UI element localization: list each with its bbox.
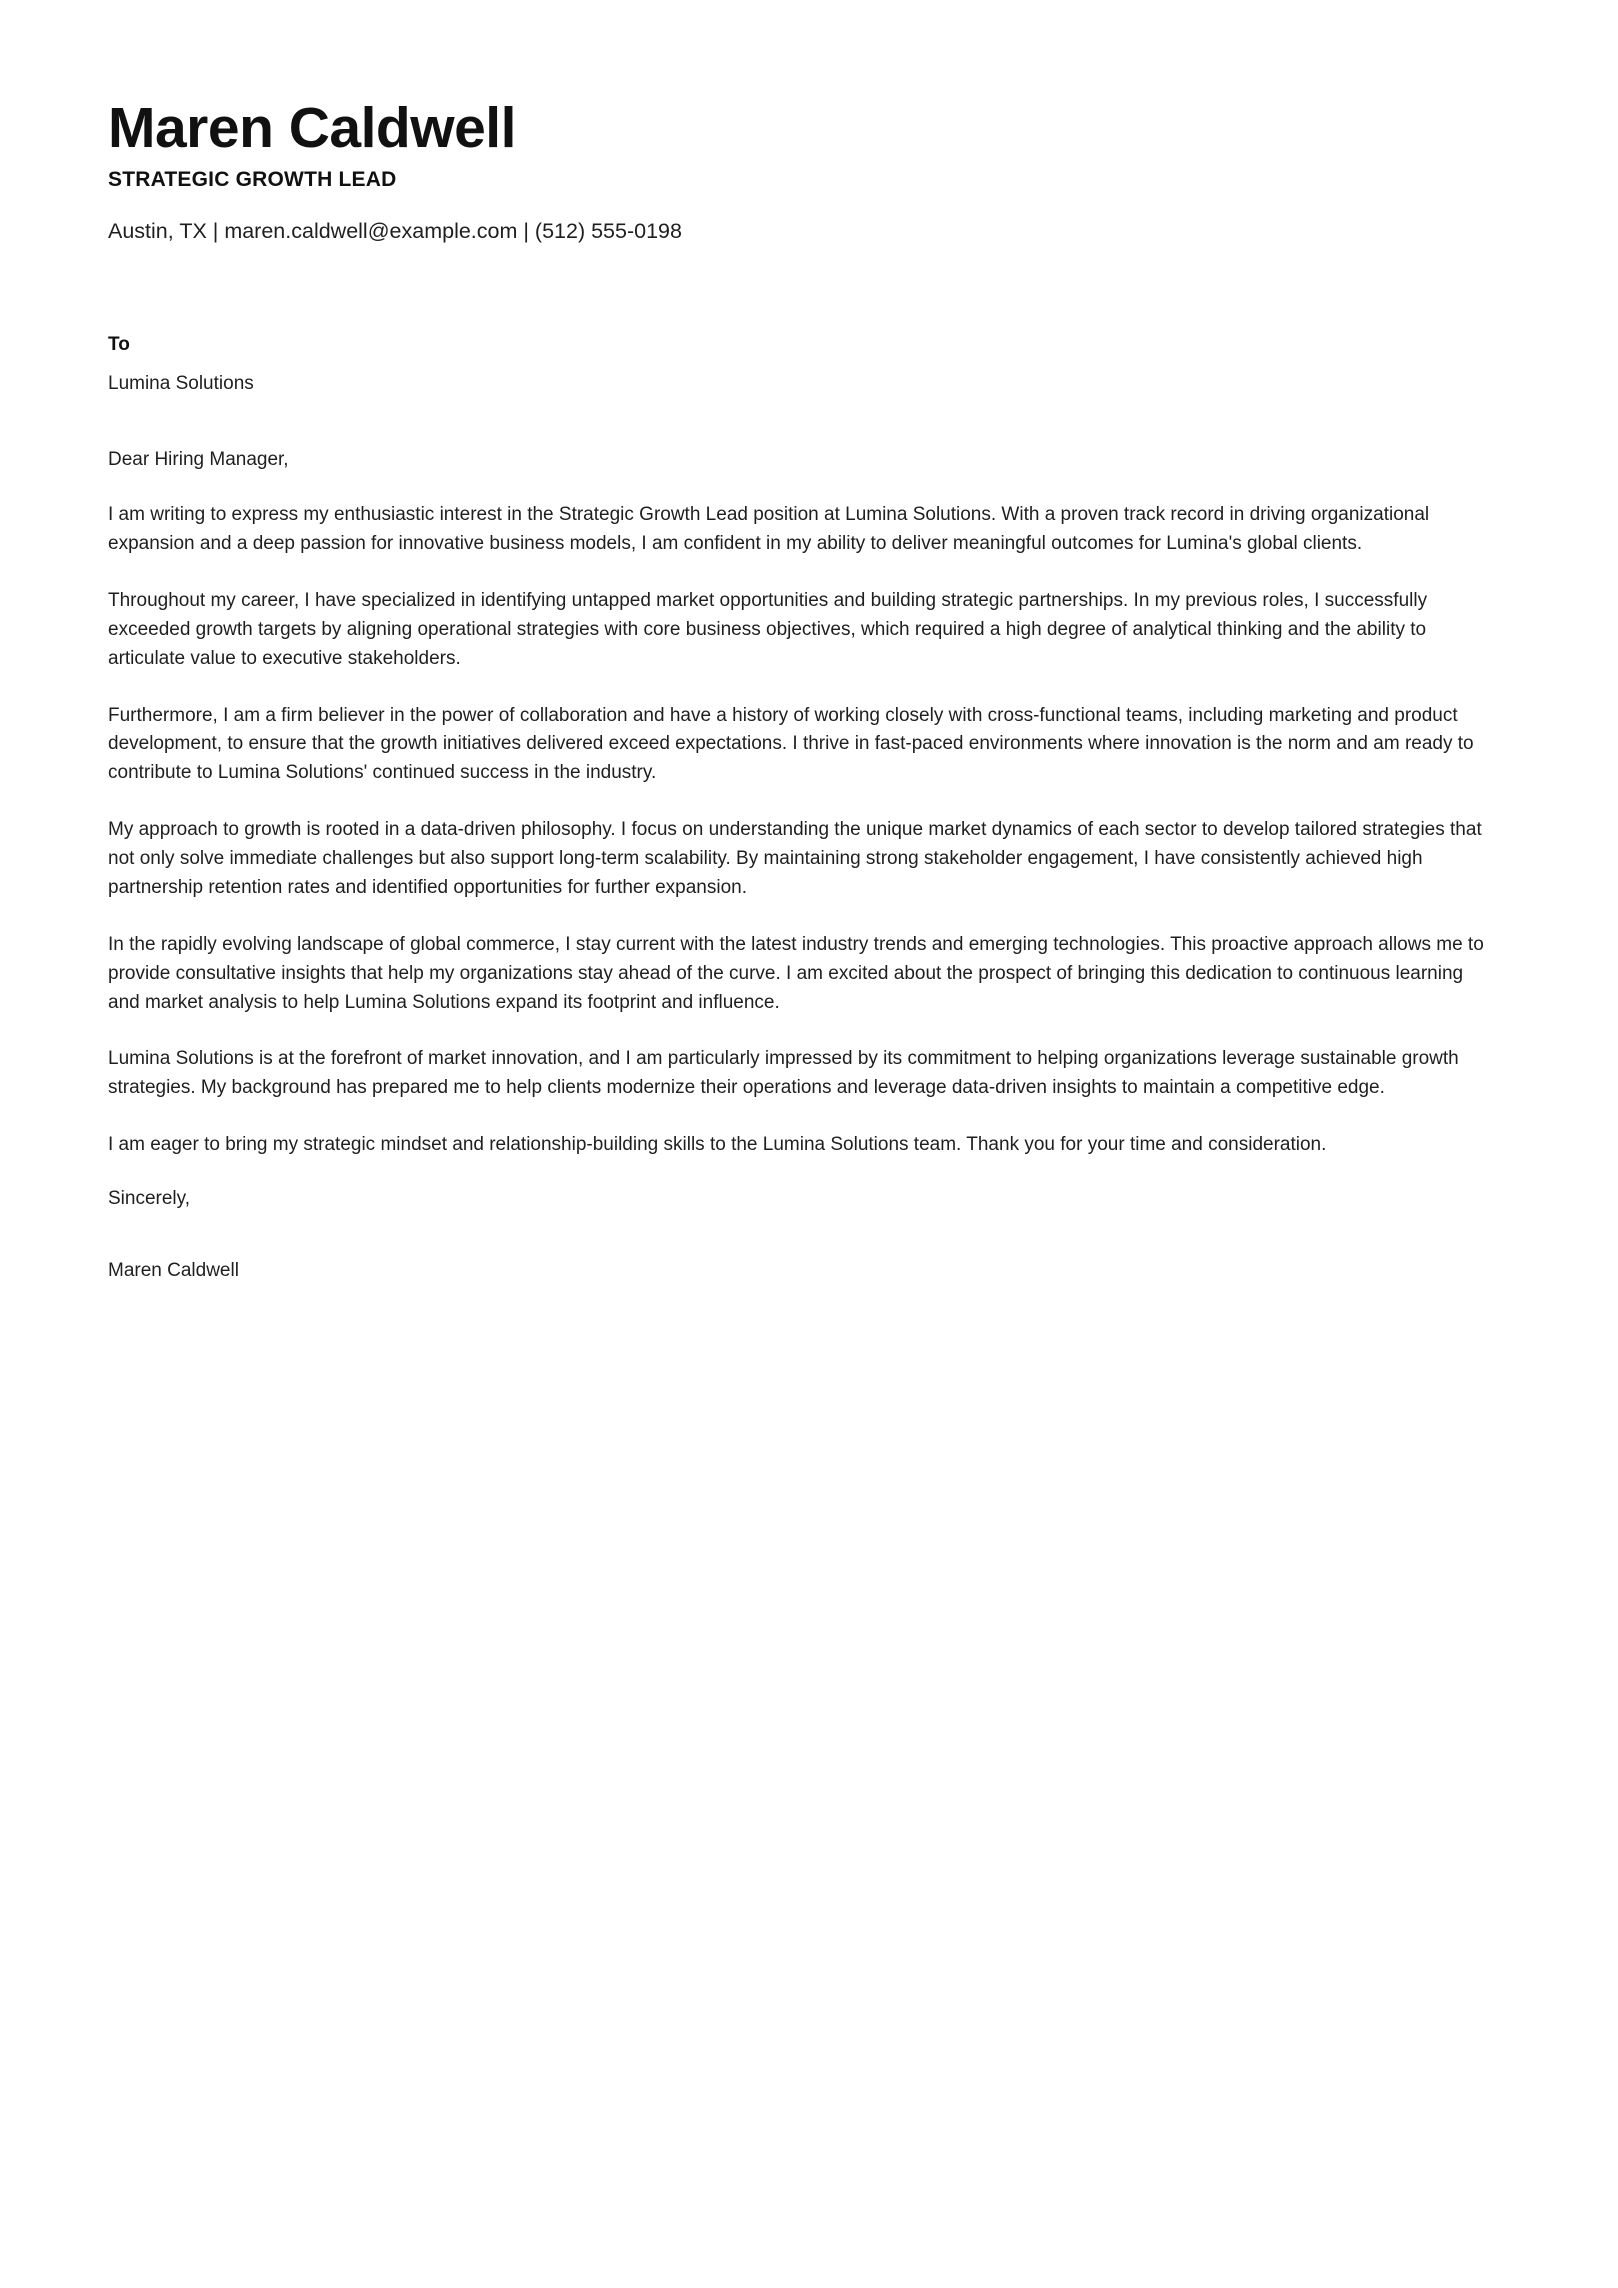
letter-paragraph: My approach to growth is rooted in a data-driven philosophy. I focus on understanding the unique market dynamics of each sector to develop tailored strategies that not only solve immediate challenges but also support long-term scalability. By maintaining strong stakeholder engagement, I have consistently achieved high partnership retention rates and identified opportunities for further expansion.	[108, 819, 1482, 898]
applicant-name: Maren Caldwell	[108, 96, 516, 160]
recipient-company: Lumina Solutions	[108, 372, 254, 394]
letter-body	[108, 501, 1510, 1160]
signature-name: Maren Caldwell	[108, 1260, 239, 1282]
contact-info: Austin, TX | maren.caldwell@example.com | (512) 555-0198	[108, 218, 682, 243]
applicant-job-title: STRATEGIC GROWTH LEAD	[108, 167, 397, 191]
letter-paragraph: I am eager to bring my strategic mindset and relationship-building skills to the Lumina Solutions team. Thank you for your time and consideration.	[108, 1134, 1327, 1156]
recipient-label: To	[108, 333, 130, 355]
header-spacer	[108, 256, 1510, 334]
recipient-block	[108, 334, 1510, 398]
salutation: Dear Hiring Manager,	[108, 449, 289, 471]
closing-line: Sincerely,	[108, 1188, 191, 1210]
letter-paragraph: Lumina Solutions is at the forefront of market innovation, and I am particularly impressed by its commitment to helping organizations leverage sustainable growth strategies. My background has prepared me to help clients modernize their operations and leverage data-driven insights to maintain a competitive edge.	[108, 1048, 1459, 1099]
letter-paragraph: I am writing to express my enthusiastic interest in the Strategic Growth Lead position at Lumina Solutions. With a proven track record in driving organizational expansion and a deep passion for innovative business models, I am confident in my ability to deliver meaningful outcomes for Lumina's global clients.	[108, 504, 1430, 555]
letter-paragraph: Throughout my career, I have specialized in identifying untapped market opportunities and building strategic partnerships. In my previous roles, I successfully exceeded growth targets by aligning operational strategies with core business objectives, which required a high degree of analytical thinking and the ability to articulate value to executive stakeholders.	[108, 589, 1428, 669]
letter-paragraph: In the rapidly evolving landscape of global commerce, I stay current with the latest industry trends and emerging technologies. This proactive approach allows me to provide consultative insights that help my organizations stay ahead of the curve. I am excited about the prospect of bringing this dedication to continuous learning and market analysis to help Lumina Solutions expand its footprint and influence.	[108, 933, 1484, 1013]
letter-paragraph: Furthermore, I am a firm believer in the power of collaboration and have a history of working closely with cross-functional teams, including marketing and product development, to ensure that the growth initiatives delivered exceed expectations. I thrive in fast-paced environments where innovation is the norm and am ready to contribute to Lumina Solutions' continued success in the industry.	[108, 704, 1474, 784]
letter-header	[108, 96, 1510, 246]
